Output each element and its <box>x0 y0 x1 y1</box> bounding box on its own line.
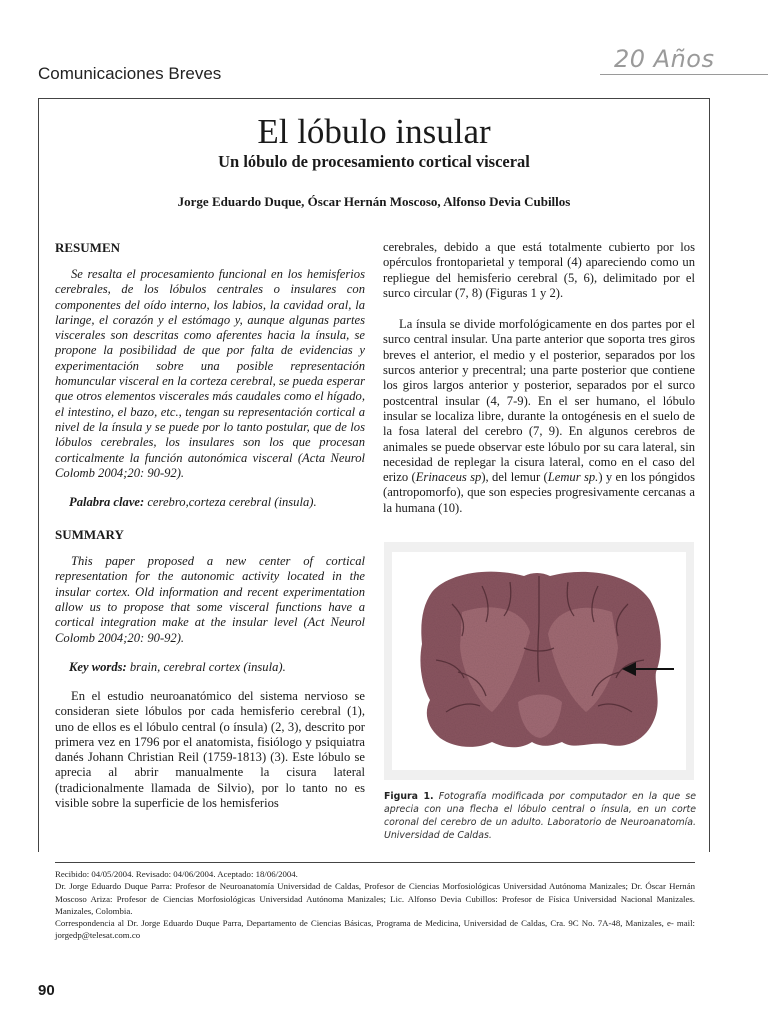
brain-coronal-section-image <box>392 552 686 770</box>
received-dates: Recibido: 04/05/2004. Revisado: 04/06/2004. Aceptado: 18/06/2004. <box>55 869 298 879</box>
correspondence: Correspondencia al Dr. Jorge Eduardo Duque Parra, Departamento de Ciencias Básicas, Programa de Medicina, Universidad de Caldas, Cra. 9C No. 7A-48, Manizales, e- mail: jorgedp@telesat.com.co <box>55 918 695 941</box>
footer-rule <box>55 862 695 863</box>
frame-left-border <box>38 98 39 852</box>
summary-keywords <box>55 660 365 675</box>
summary-heading: SUMMARY <box>55 527 124 543</box>
body-paragraph-2: cerebrales, debido a que está totalmente cubierto por los opérculos frontoparietal y temporal (4) apareciendo como un repliegue del hemisferio cerebral (5, 6), delimitado por el surco circular (7, 8) (Figuras 1 y 2). <box>383 240 695 300</box>
summary-keyword-text: brain, cerebral cortex (insula). <box>126 659 286 674</box>
resumen-keywords <box>55 495 365 510</box>
frame-right-border <box>709 98 710 852</box>
figure-1-caption-text: Fotografía modificada por computador en la que se aprecia con una flecha el lóbulo central o ínsula, en un corte coronal del cerebro de un adulto. Laboratorio de Neuroanatomía. Universidad de Caldas. <box>384 791 696 841</box>
body-paragraph-3-part-c: ) y en los póngidos (antropomorfo), que son especies progresivamente cercanas a la humana (10). <box>383 470 695 515</box>
author-affiliations: Dr. Jorge Eduardo Duque Parra: Profesor de Neuroanatomía Universidad de Caldas, Profesor de Ciencias Morfosiológicas Universidad Autónoma Manizales; Dr. Óscar Hernán Moscoso Ariza: Profesor de Ciencias Morfosiológicas Universidad Autónoma Manizales; Lic. Alfonso Devia Cubillos: Profesor de Física Universidad Nacional Manizales. Manizales, Colombia. <box>55 881 695 916</box>
summary-keyword-label: Key words: <box>69 659 127 674</box>
summary-text: This paper proposed a new center of cortical representation for the autonomic activity located in the insular cortex. Old information and recent experimentation allow us to propose that some visceral functions have a cortical integration make at the insular level (Act Neurol Colomb 2004;20: 90-92). <box>55 554 365 645</box>
resumen-keyword-label: Palabra clave: <box>69 495 145 510</box>
body-paragraph-3-part-b: ), del lemur ( <box>481 470 548 485</box>
resumen-keyword-text: cerebro,corteza cerebral (insula). <box>144 495 317 510</box>
left-column <box>55 240 365 811</box>
journal-anniversary-brand: 20 Años <box>614 45 715 73</box>
figure-1-label: Figura 1. <box>384 791 434 802</box>
section-label: Comunicaciones Breves <box>38 64 222 83</box>
article-title: El lóbulo insular <box>257 112 491 151</box>
header-rule <box>600 74 768 75</box>
resumen-heading: RESUMEN <box>55 240 121 255</box>
species-lemur: Lemur sp. <box>547 470 599 485</box>
body-paragraph-3 <box>383 317 695 516</box>
article-authors: Jorge Eduardo Duque, Óscar Hernán Moscoso, Alfonso Devia Cubillos <box>177 194 571 209</box>
frame-top-border <box>38 98 710 99</box>
figure-1-caption <box>384 790 696 842</box>
resumen-text: Se resalta el procesamiento funcional en los hemisferios cerebrales, de los lóbulos centrales o insulares con componentes del oído interno, los labios, la cavidad oral, la laringe, el corazón y el estómago y, aunque algunas partes viscerales son descritas como aferentes hacia la ínsula, se propone la posibilidad de que por falta de evidencias y experimentación sobre una posible representación homuncular visceral en la corteza cerebral, se pueda esperar que otros elementos viscerales más caudales como el hígado, el intestino, el bazo, etc., tengan su representación cortical a nivel de la ínsula y se puede por lo tanto postular, que de los lóbulos cerebrales, los insulares son los que procesan corticalmente la función autonómica visceral (Acta Neurol Colomb 2004;20: 90-92). <box>55 267 365 480</box>
footer-notes <box>55 868 695 942</box>
page-number: 90 <box>38 982 55 999</box>
article-subtitle: Un lóbulo de procesamiento cortical visceral <box>218 152 530 171</box>
body-paragraph-1: En el estudio neuroanatómico del sistema nervioso se consideran siete lóbulos por cada hemisferio cerebral (1), uno de ellos es el lóbulo central (o ínsula) (2, 3), descrito por primera vez en 1796 por el anatomista, fisiólogo y psiquiatra danés Johann Christian Reil (1759-1813) (3). Este lóbulo se aprecia al abrir manualmente la cisura lateral (tradicionalmente llamada de Silvio), por lo tanto no es visible sobre la superficie de los hemisferios <box>55 688 365 811</box>
body-paragraph-3-part-a: La ínsula se divide morfológicamente en dos partes por el surco central insular. Una parte anterior que soporta tres giros breves el anterior, el medio y el posterior, separados por los surcos anterior y precentral; una parte posterior que contiene los giros largos anterior y posterior, separados por el surco postcentral insular (4, 7-9). En el ser humano, el lóbulo insular se localiza libre, durante la ontogénesis en el suelo de la fosa lateral del cerebro (7, 9). En algunos cerebros de animales se puede observar este lóbulo por su cara lateral, sin necesidad de replegar la cisura lateral, como en el caso del erizo ( <box>383 317 695 485</box>
right-column <box>383 240 695 516</box>
species-erizo: Erinaceus sp <box>415 470 482 485</box>
